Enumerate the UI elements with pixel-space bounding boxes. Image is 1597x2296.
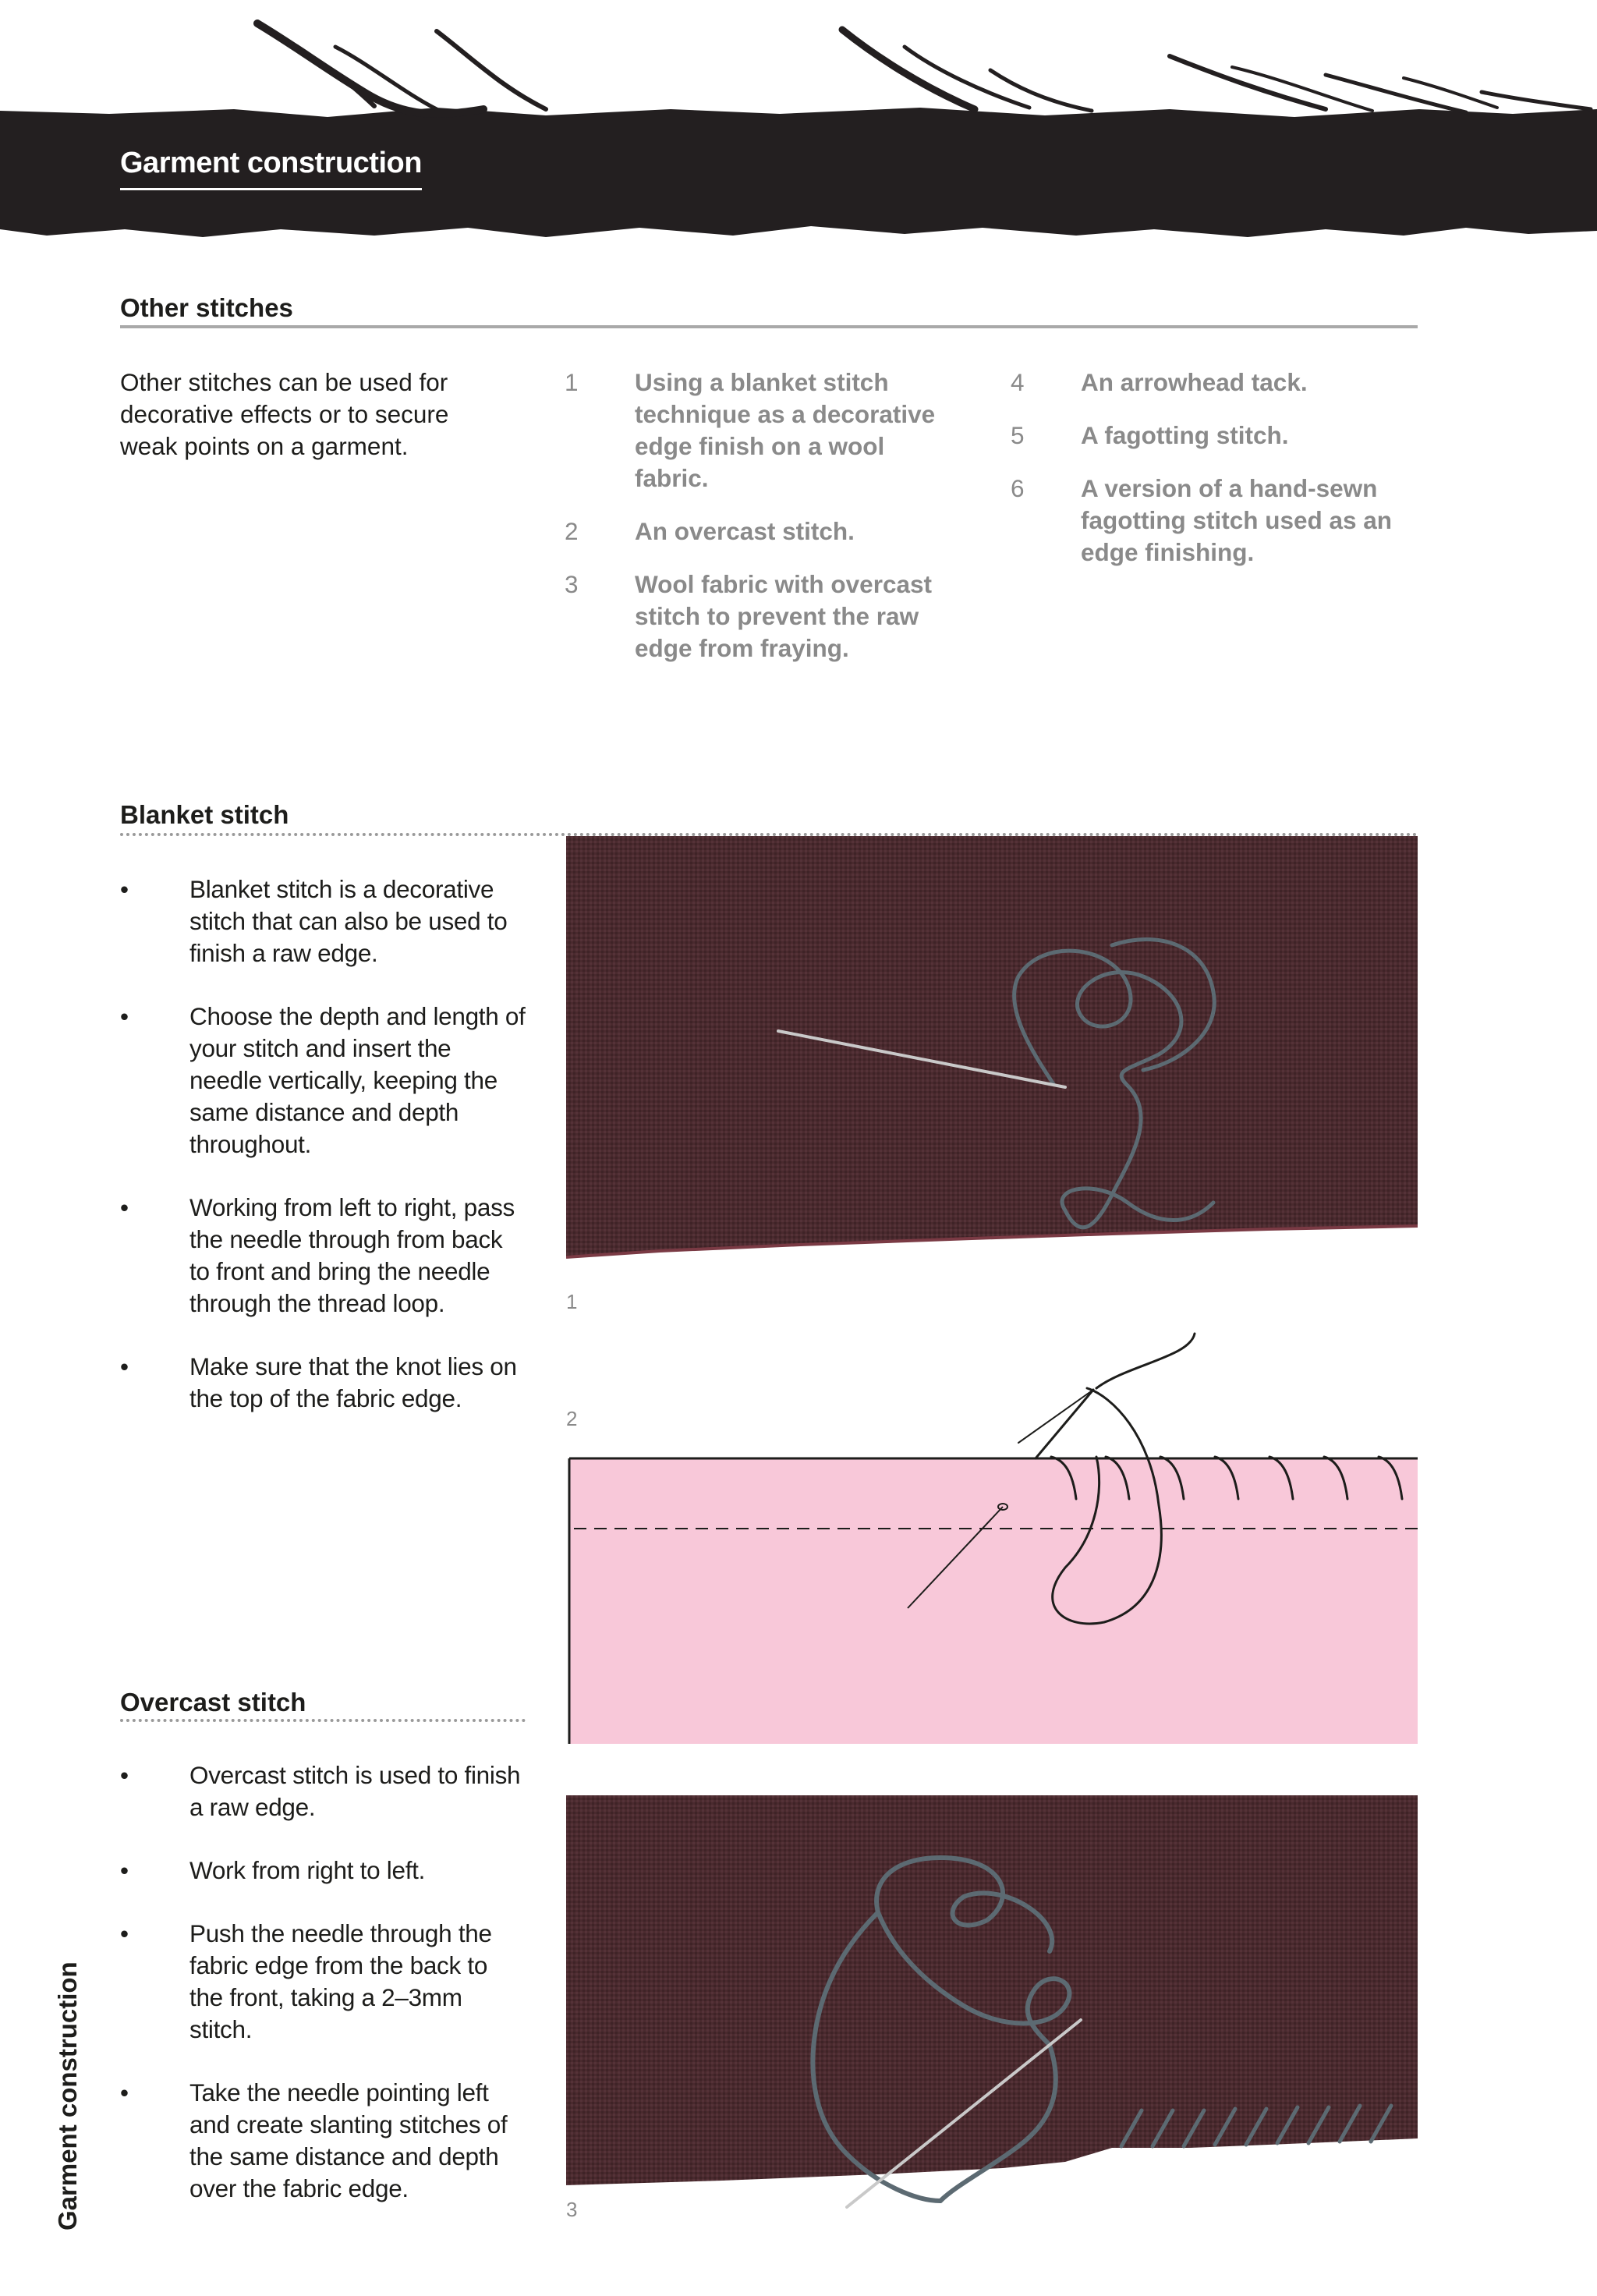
dotted-divider (120, 1719, 526, 1722)
list-item (120, 1192, 526, 1320)
list-item (120, 1855, 526, 1887)
list-item (120, 1918, 526, 2046)
bullet: • (120, 875, 129, 903)
caption-text: A version of a hand-sewn fagotting stitch used as an edge finishing. (1081, 474, 1393, 566)
list-item-text: Push the needle through the fabric edge from the back to the front, taking a 2–3mm stitch. (189, 1919, 492, 2043)
caption-item (1011, 420, 1416, 452)
list-item-text: Take the needle pointing left and create slanting stitches of the same distance and depth over the fabric edge. (189, 2078, 508, 2202)
other-stitches-heading: Other stitches (120, 293, 293, 322)
caption-list-2 (1011, 367, 1416, 590)
caption-number: 6 (1011, 474, 1025, 502)
bullet: • (120, 1193, 129, 1221)
caption-text: An arrowhead tack. (1081, 368, 1308, 396)
list-item-text: Overcast stitch is used to finish a raw edge. (189, 1761, 521, 1821)
figure-label-3: 3 (566, 2198, 578, 2221)
caption-text: Wool fabric with overcast stitch to prevent the raw edge from fraying. (635, 570, 932, 662)
section-divider (120, 325, 1418, 328)
bullet: • (120, 1002, 129, 1030)
bullet: • (120, 1856, 129, 1884)
list-item (120, 1351, 526, 1415)
caption-text: A fagotting stitch. (1081, 421, 1289, 449)
list-item (120, 1001, 526, 1160)
caption-item (1011, 367, 1416, 399)
side-section-label: Garment construction (53, 1961, 82, 2230)
figure-label-2: 2 (566, 1407, 578, 1430)
overcast-stitch-photo (566, 1795, 1418, 2246)
list-item-text: Work from right to left. (189, 1856, 426, 1884)
blanket-stitch-list (120, 873, 526, 1446)
caption-item (565, 367, 947, 494)
caption-text: An overcast stitch. (635, 517, 855, 545)
list-item-text: Working from left to right, pass the needle through from back to front and bring the needle through the thread loop. (189, 1193, 515, 1317)
blanket-stitch-heading: Blanket stitch (120, 800, 289, 829)
caption-item (565, 569, 947, 664)
caption-number: 2 (565, 517, 579, 545)
caption-number: 5 (1011, 421, 1025, 449)
caption-list-1 (565, 367, 947, 686)
page-title: Garment construction (120, 147, 422, 190)
list-item (120, 2077, 526, 2205)
caption-item (1011, 473, 1416, 569)
header-band (0, 0, 1597, 250)
list-item (120, 1759, 526, 1823)
list-item-text: Blanket stitch is a decorative stitch that can also be used to finish a raw edge. (189, 875, 508, 967)
caption-number: 3 (565, 570, 579, 598)
bullet: • (120, 1761, 129, 1789)
caption-item (565, 516, 947, 547)
list-item (120, 873, 526, 969)
figure-label-1: 1 (566, 1290, 578, 1313)
intro-paragraph: Other stitches can be used for decorative effects or to secure weak points on a garment. (120, 368, 449, 460)
caption-number: 1 (565, 368, 579, 396)
bullet: • (120, 2078, 129, 2106)
list-item-text: Choose the depth and length of your stitch and insert the needle vertically, keeping the same distance and depth throughout. (189, 1002, 526, 1158)
overcast-stitch-heading: Overcast stitch (120, 1688, 306, 1717)
bullet: • (120, 1919, 129, 1947)
blanket-stitch-photo (566, 836, 1418, 1263)
bullet: • (120, 1352, 129, 1380)
caption-text: Using a blanket stitch technique as a decorative edge finish on a wool fabric. (635, 368, 936, 492)
blanket-stitch-diagram (566, 1318, 1418, 1744)
caption-number: 4 (1011, 368, 1025, 396)
overcast-stitch-list (120, 1759, 526, 2236)
list-item-text: Make sure that the knot lies on the top of the fabric edge. (189, 1352, 517, 1412)
